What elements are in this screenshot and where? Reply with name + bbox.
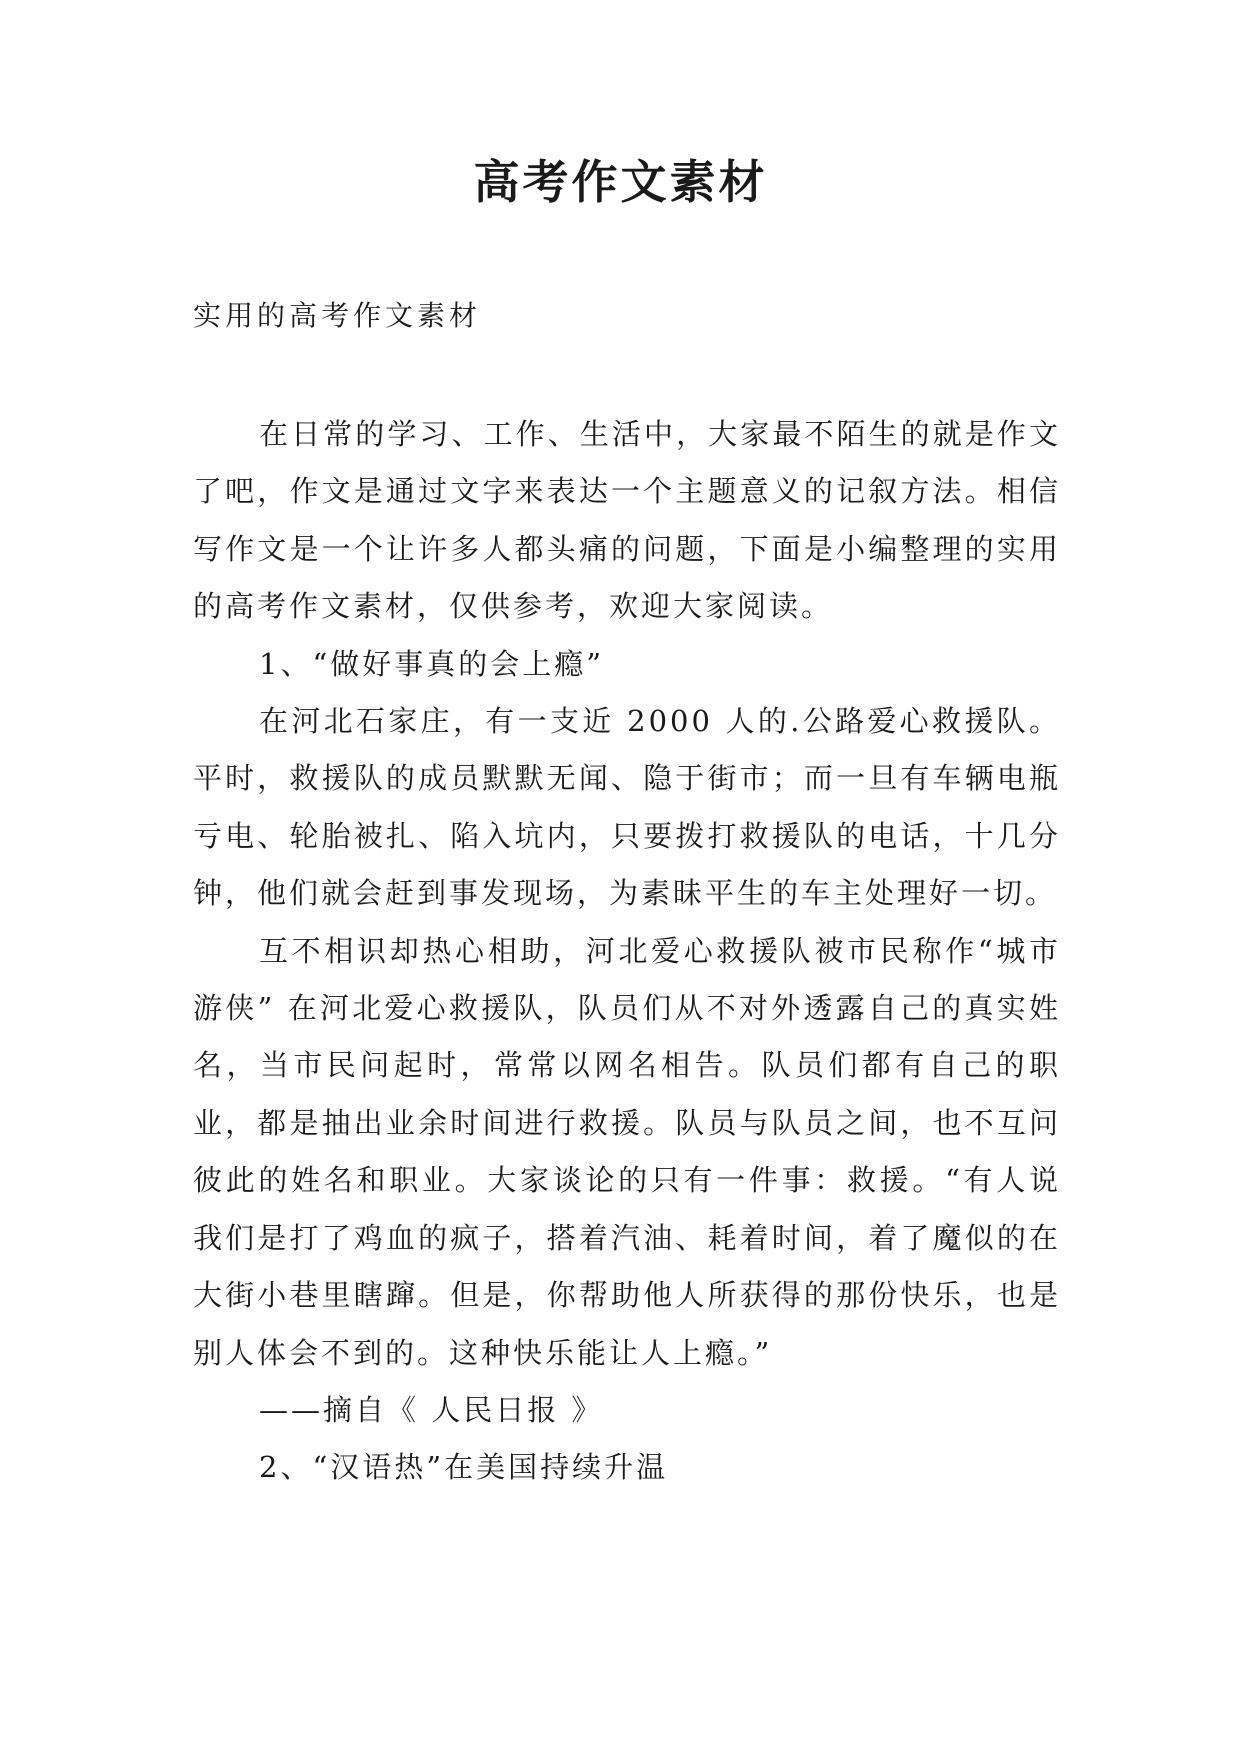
document-subtitle: 实用的高考作文素材 — [193, 299, 482, 332]
document-title: 高考作文素材 — [473, 155, 768, 209]
source-citation: ——摘自《 人民日报 》 — [259, 1392, 604, 1427]
intro-paragraph: 在日常的学习、工作、生活中，大家最不陌生的就是作文了吧，作文是通过文字来表达一个主题意义的记叙方法。相信写作文是一个让许多人都头痛的问题，下面是小编整理的实用的高考作文素材，仅供参考，欢迎大家阅读。 — [193, 417, 1061, 624]
section-heading-1: 1、“做好事真的会上瘾” — [259, 646, 605, 681]
section-heading-2: 2、“汉语热”在美国持续升温 — [259, 1450, 669, 1485]
body-paragraph: 互不相识却热心相助，河北爱心救援队被市民称作“城市游侠” 在河北爱心救援队，队员们从不对外透露自己的真实姓名，当市民问起时，常常以网名相告。队员们都有自己的职业，都是抽出业余时间进行救援。队员与队员之间，也不互问彼此的姓名和职业。大家谈论的只有一件事：救援。“有人说我们是打了鸡血的疯子，搭着汽油、耗着时间，着了魔似的在大街小巷里瞎蹿。但是，你帮助他人所获得的那份快乐，也是别人体会不到的。这种快乐能让人上瘾。” — [193, 933, 1061, 1370]
body-paragraph: 在河北石家庄，有一支近 2000 人的.公路爱心救援队。平时，救援队的成员默默无闻、隐于街市；而一旦有车辆电瓶亏电、轮胎被扎、陷入坑内，只要拨打救援队的电话，十几分钟，他们就会赶到事发现场，为素昧平生的车主处理好一切。 — [193, 704, 1061, 911]
document-body — [193, 406, 1061, 1497]
